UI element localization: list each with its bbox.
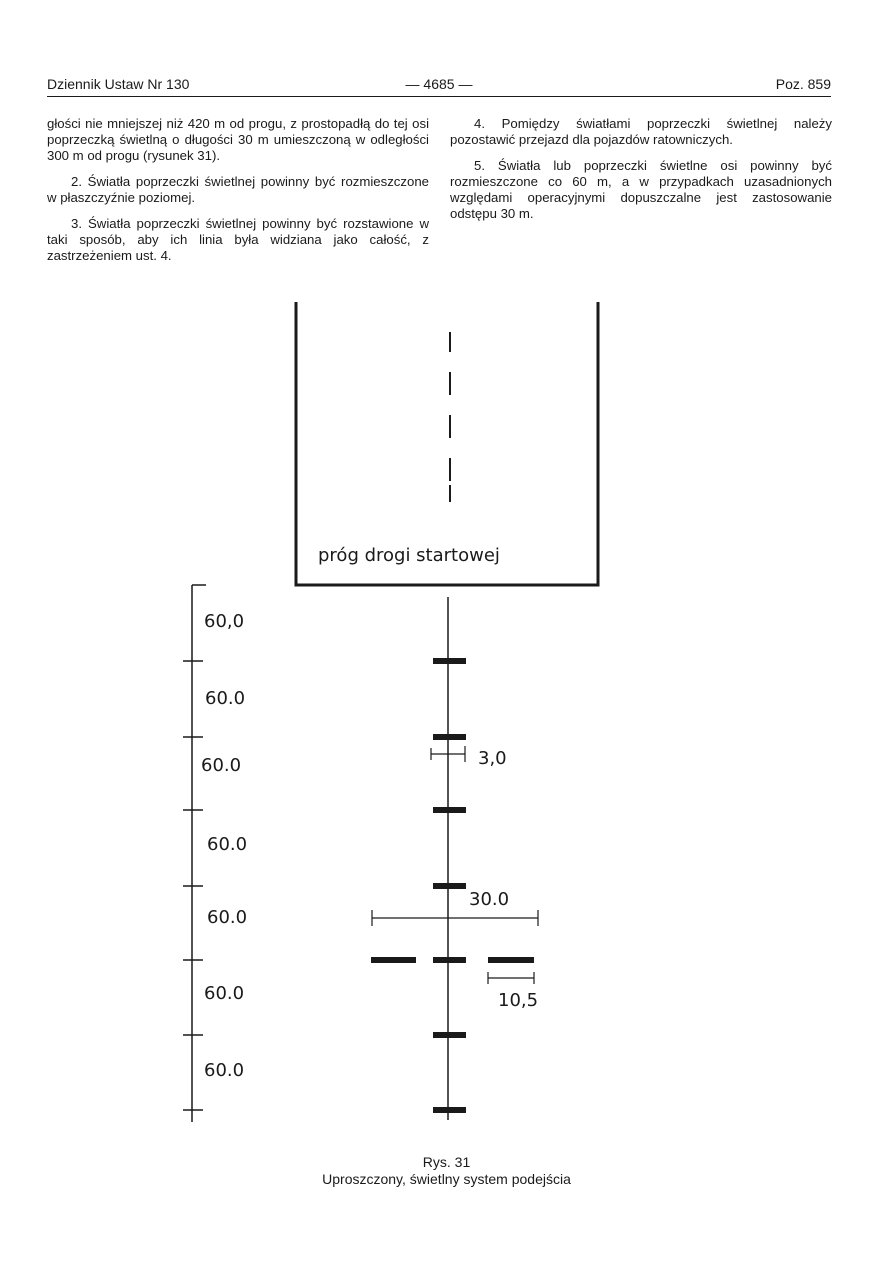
bar-width-label: 3,0 bbox=[478, 748, 507, 769]
light-bar bbox=[433, 734, 466, 740]
light-bar bbox=[433, 1107, 466, 1113]
crossbar-right-light bbox=[488, 957, 534, 963]
spacing-label: 60,0 bbox=[204, 611, 245, 632]
gap-dimension bbox=[488, 972, 534, 984]
spacing-label: 60.0 bbox=[205, 688, 246, 709]
paragraph: 3. Światła poprzeczki świetlnej powinny być rozstawione w taki sposób, aby ich linia była widziana jako całość, z zastrzeżeniem ust. 4. bbox=[47, 216, 429, 263]
gap-label: 10,5 bbox=[498, 990, 539, 1011]
light-bar bbox=[433, 807, 466, 813]
crossbar-length-label: 30.0 bbox=[469, 889, 510, 910]
light-bar bbox=[433, 957, 466, 963]
spacing-label: 60.0 bbox=[201, 755, 242, 776]
spacing-scale bbox=[183, 585, 206, 1122]
spacing-label: 60.0 bbox=[204, 1060, 245, 1081]
light-bar bbox=[433, 883, 466, 889]
figure-title: Uproszczony, świetlny system podejścia bbox=[322, 1171, 571, 1187]
paragraph: 2. Światła poprzeczki świetlnej powinny być rozmieszczone w płaszczyźnie poziomej. bbox=[47, 174, 429, 205]
spacing-label: 60.0 bbox=[204, 983, 245, 1004]
spacing-labels bbox=[201, 611, 247, 1081]
light-bar bbox=[433, 1032, 466, 1038]
runway-outline bbox=[296, 302, 598, 585]
position-number: Poz. 859 bbox=[775, 76, 831, 92]
centreline-lights bbox=[433, 658, 466, 1113]
spacing-label: 60.0 bbox=[207, 907, 248, 928]
spacing-label: 60.0 bbox=[207, 834, 248, 855]
crossbar-length-dimension bbox=[372, 910, 538, 926]
paragraph: 5. Światła lub poprzeczki świetlne osi powinny być rozmieszczone co 60 m, a w przypadkach uzasadnionych względami operacyjnymi dopuszczalne jest zastosowanie odstępu 30 m. bbox=[450, 158, 832, 221]
paragraph: 4. Pomiędzy światłami poprzeczki świetlnej należy pozostawić przejazd dla pojazdów ratowniczych. bbox=[450, 116, 832, 147]
paragraph: głości nie mniejszej niż 420 m od progu, z prostopadłą do tej osi poprzeczką świetlną o długości 30 m umieszczoną w odległości 300 m od progu (rysunek 31). bbox=[47, 116, 429, 163]
figure-number: Rys. 31 bbox=[422, 1154, 471, 1170]
threshold-label: próg drogi startowej bbox=[318, 545, 500, 566]
page-number: — 4685 — bbox=[405, 76, 473, 92]
journal-title: Dziennik Ustaw Nr 130 bbox=[47, 76, 190, 92]
crossbar-left-light bbox=[371, 957, 416, 963]
light-bar bbox=[433, 658, 466, 664]
